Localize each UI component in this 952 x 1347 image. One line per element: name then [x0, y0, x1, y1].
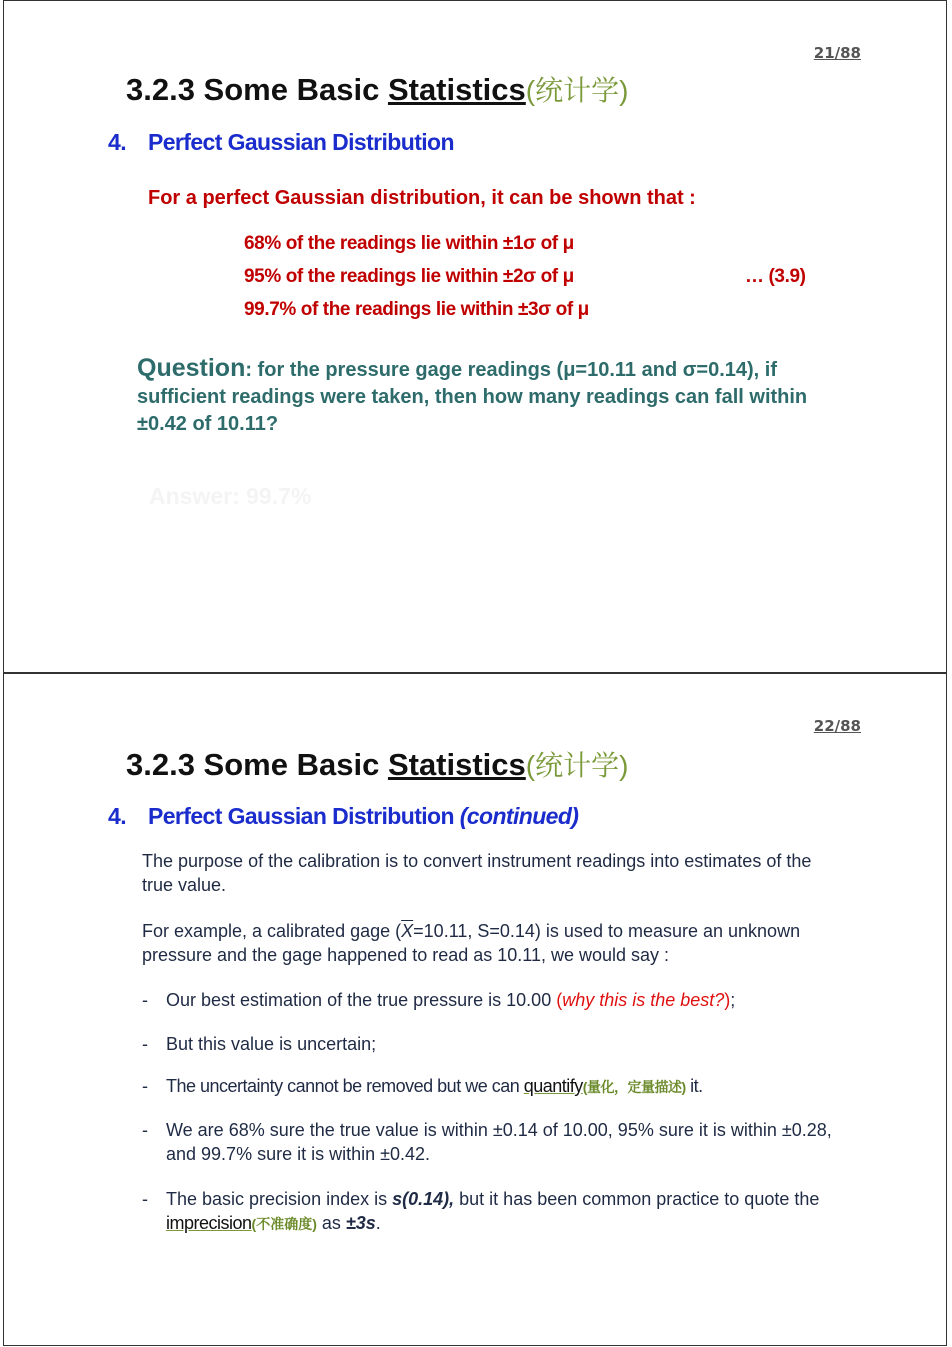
- bullet-pre: The basic precision index is: [166, 1189, 393, 1209]
- equation-reference: … (3.9): [745, 266, 806, 287]
- bullet-best-estimate: [142, 988, 842, 1012]
- gaussian-intro: For a perfect Gaussian distribution, it can be shown that :: [148, 187, 696, 209]
- imprecision-chinese: (不准确度): [251, 1216, 317, 1232]
- rule-68: 68% of the readings lie within ±1σ of μ: [244, 233, 574, 254]
- question-block: [137, 355, 857, 438]
- example-post: =10.11, S=0.14) is used to measure an unknown pressure and the gage happened to read as 10.11, we would say :: [142, 921, 801, 965]
- bullet-uncertain: [142, 1032, 842, 1056]
- bullet-quantify: [142, 1074, 842, 1099]
- question-lead: Question: [137, 354, 246, 382]
- slide-title: [126, 69, 628, 109]
- quantify-link[interactable]: quantify: [523, 1076, 583, 1096]
- title-chinese: (统计学): [525, 750, 629, 781]
- bullet-dash: -: [142, 1034, 148, 1054]
- section-heading: [108, 129, 454, 156]
- rule-95: 95% of the readings lie within ±2σ of μ: [244, 266, 574, 287]
- bullet-pre: Our best estimation of the true pressure is 10.00: [166, 990, 557, 1010]
- bullet-mid: but it has been common practice to quote the: [454, 1189, 820, 1209]
- calibration-purpose-paragraph: The purpose of the calibration is to convert instrument readings into estimates of the true value.: [142, 851, 812, 895]
- bullet-post: .: [375, 1213, 381, 1233]
- bullet-text: [166, 988, 842, 1012]
- s-value: s(0.14),: [392, 1189, 455, 1209]
- bullet-precision-index: [142, 1187, 842, 1236]
- title-underlined: Statistics: [387, 747, 526, 782]
- title-underlined: Statistics: [387, 72, 526, 107]
- bullet-text: [166, 1187, 842, 1236]
- page-number: 22/88: [813, 717, 861, 735]
- title-main: 3.2.3 Some Basic: [126, 72, 388, 107]
- bullet-red-italic: why this is the best?: [562, 990, 725, 1010]
- example-pre: For example, a calibrated gage (: [142, 921, 402, 941]
- question-text: : for the pressure gage readings (μ=10.11 and σ=0.14), if sufficient readings were taken, then how many readings can fall within ±0.42 of 10.11?: [137, 359, 808, 435]
- quantify-chinese: (量化，定量描述): [582, 1079, 686, 1095]
- bullet-dash: -: [142, 990, 148, 1010]
- bullet-post: it.: [685, 1076, 703, 1096]
- bullet-text: But this value is uncertain;: [166, 1034, 377, 1054]
- section-number: 4.: [108, 129, 126, 155]
- imprecision-link[interactable]: imprecision: [166, 1213, 252, 1233]
- answer-text: Answer: 99.7%: [149, 483, 312, 509]
- slide-21: [3, 0, 947, 673]
- rule-997: 99.7% of the readings lie within ±3σ of μ: [244, 299, 589, 320]
- bullet-dash: -: [142, 1120, 148, 1140]
- page-number: 21/88: [813, 44, 861, 62]
- slide-22: [3, 673, 947, 1346]
- three-s: ±3s: [345, 1213, 376, 1233]
- bullet-as: as: [316, 1213, 346, 1233]
- section-heading: [108, 803, 578, 830]
- bullet-red-open: (: [556, 990, 563, 1010]
- bullet-pre: The uncertainty cannot be removed but we can: [166, 1076, 524, 1096]
- section-text: Perfect Gaussian Distribution: [148, 129, 454, 155]
- bullet-red-close: ): [724, 990, 731, 1010]
- bullet-text: We are 68% sure the true value is within ±0.14 of 10.00, 95% sure it is within ±0.28, and 99.7% sure it is within ±0.42.: [166, 1120, 832, 1164]
- section-number: 4.: [108, 803, 126, 829]
- slide-title: [126, 744, 628, 784]
- x-bar-symbol: $\overline{X}$: [401, 921, 414, 941]
- title-chinese: (统计学): [525, 75, 629, 106]
- bullet-dash: -: [142, 1189, 148, 1209]
- bullet-dash: -: [142, 1076, 148, 1096]
- bullet-confidence: [142, 1118, 842, 1166]
- section-continued: (continued): [459, 803, 579, 829]
- bullet-text: [166, 1074, 842, 1099]
- section-text: Perfect Gaussian Distribution: [148, 803, 460, 829]
- bullet-post: ;: [730, 990, 736, 1010]
- example-paragraph: [142, 919, 842, 967]
- title-main: 3.2.3 Some Basic: [126, 747, 388, 782]
